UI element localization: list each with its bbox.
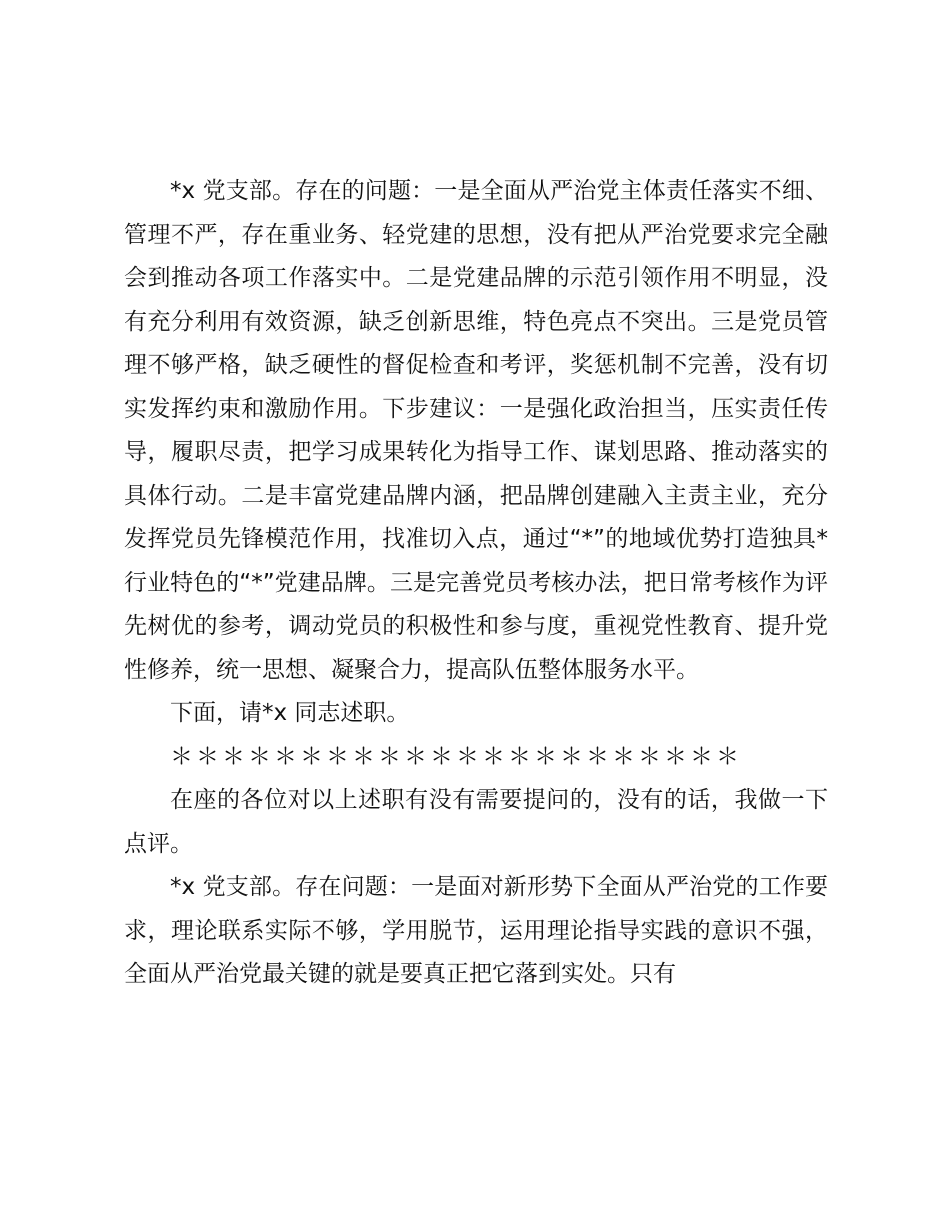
paragraph-next-speaker: 下面，请*x 同志述职。 bbox=[170, 700, 410, 726]
asterisk-separator: ＊＊＊＊＊＊＊＊＊＊＊＊＊＊＊＊＊＊＊＊＊＊ bbox=[170, 743, 742, 770]
paragraph-branch-review-2: *x 党支部。存在问题：一是面对新形势下全面从严治党的工作要求，理论联系实际不够，学用脱节，运用理论指导实践的意识不强，全面从严治党最关键的就是要真正把它落到实处。只有 bbox=[124, 874, 828, 987]
document-body bbox=[124, 170, 828, 997]
paragraph-questions-prompt: 在座的各位对以上述职有没有需要提问的，没有的话，我做一下点评。 bbox=[124, 787, 828, 857]
paragraph-branch-review-1: *x 党支部。存在的问题：一是全面从严治党主体责任落实不细、管理不严，存在重业务、轻党建的思想，没有把从严治党要求完全融会到推动各项工作落实中。二是党建品牌的示范引领作用不明显，没有充分利用有效资源，缺乏创新思维，特色亮点不突出。三是党员管理不够严格，缺乏硬性的督促检查和考评，奖惩机制不完善，没有切实发挥约束和激励作用。下步建议：一是强化政治担当，压实责任传导，履职尽责，把学习成果转化为指导工作、谋划思路、推动落实的具体行动。二是丰富党建品牌内涵，把品牌创建融入主责主业，充分发挥党员先锋模范作用，找准切入点，通过“*”的地域优势打造独具*行业特色的“*”党建品牌。三是完善党员考核办法，把日常考核作为评先树优的参考，调动党员的积极性和参与度，重视党性教育、提升党性修养，统一思想、凝聚合力，提高队伍整体服务水平。 bbox=[124, 178, 828, 683]
